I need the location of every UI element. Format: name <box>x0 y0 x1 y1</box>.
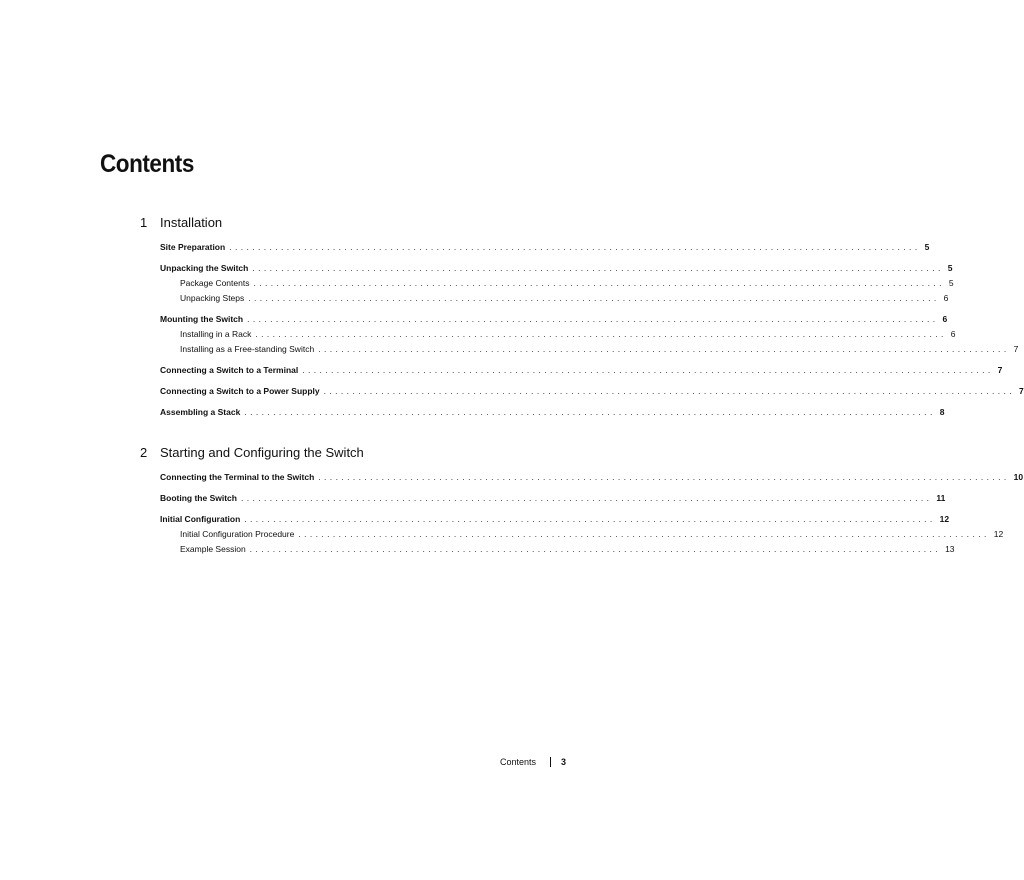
page-footer <box>500 757 566 767</box>
toc-entry[interactable] <box>140 470 1024 485</box>
chapter-title: Starting and Configuring the Switch <box>160 445 364 460</box>
entry-label: Installing as a Free-standing Switch <box>180 344 315 354</box>
dot-leader: ........................................................................................................................ <box>247 314 939 324</box>
chapter-number: 2 <box>140 445 148 460</box>
entry-page-number: 6 <box>943 293 949 303</box>
entry-label: Site Preparation <box>160 242 226 252</box>
toc-entry[interactable] <box>140 491 946 506</box>
entry-page-number: 11 <box>936 493 946 503</box>
entry-page-number: 5 <box>947 263 953 273</box>
entry-label: Connecting the Terminal to the Switch <box>160 472 315 482</box>
entry-page-number: 6 <box>950 329 956 339</box>
dot-leader: ........................................................................................................................ <box>252 263 944 273</box>
toc-subentry[interactable] <box>140 291 949 306</box>
footer-section: Contents <box>500 757 537 767</box>
toc-subentry[interactable] <box>140 527 1004 542</box>
toc-subentry[interactable] <box>140 276 954 291</box>
dot-leader: ........................................................................................................................ <box>244 407 936 417</box>
toc-entry[interactable] <box>140 512 950 527</box>
dot-leader: ........................................................................................................................ <box>318 472 1010 482</box>
entry-page-number: 12 <box>993 529 1004 539</box>
toc-entries <box>140 240 1024 420</box>
entry-label: Booting the Switch <box>160 493 237 503</box>
chapter-2 <box>140 444 1024 557</box>
entry-label: Package Contents <box>180 278 250 288</box>
entry-page-number: 5 <box>924 242 930 252</box>
entry-page-number: 7 <box>997 365 1003 375</box>
entry-label: Connecting a Switch to a Terminal <box>160 365 299 375</box>
entry-page-number: 6 <box>942 314 948 324</box>
chapter-number: 1 <box>140 215 148 230</box>
entry-label: Mounting the Switch <box>160 314 244 324</box>
dot-leader: ........................................................................................................................ <box>249 544 942 554</box>
dot-leader: ........................................................................................................................ <box>240 493 933 503</box>
entry-page-number: 12 <box>939 514 950 524</box>
entry-label: Unpacking Steps <box>180 293 245 303</box>
toc-entry[interactable] <box>140 384 1024 399</box>
dot-leader: ........................................................................................................................ <box>244 514 936 524</box>
footer-page-number: 3 <box>561 757 567 767</box>
entry-label: Assembling a Stack <box>160 407 241 417</box>
toc-entry[interactable] <box>140 240 930 255</box>
toc-entry[interactable] <box>140 405 945 420</box>
toc-entry[interactable] <box>140 312 948 327</box>
chapter-heading <box>140 214 490 232</box>
entry-label: Initial Configuration Procedure <box>180 529 295 539</box>
dot-leader: ........................................................................................................................ <box>298 529 990 539</box>
dot-leader: ........................................................................................................................ <box>323 386 1016 396</box>
entry-page-number: 7 <box>1019 386 1024 396</box>
page-title: Contents <box>100 150 194 178</box>
dot-leader: ........................................................................................................................ <box>229 242 921 252</box>
entry-label: Example Session <box>180 544 246 554</box>
footer-divider <box>550 757 551 767</box>
dot-leader: ........................................................................................................................ <box>318 344 1010 354</box>
entry-label: Installing in a Rack <box>180 329 252 339</box>
entry-label: Connecting a Switch to a Power Supply <box>160 386 320 396</box>
entry-page-number: 8 <box>939 407 945 417</box>
toc-entry[interactable] <box>140 261 953 276</box>
dot-leader: ........................................................................................................................ <box>302 365 994 375</box>
entry-page-number: 10 <box>1013 472 1024 482</box>
toc-entry[interactable] <box>140 363 1003 378</box>
dot-leader: ........................................................................................................................ <box>255 329 947 339</box>
entry-page-number: 7 <box>1013 344 1019 354</box>
dot-leader: ........................................................................................................................ <box>253 278 945 288</box>
entry-label: Unpacking the Switch <box>160 263 249 273</box>
toc-subentry[interactable] <box>140 327 956 342</box>
toc-subentry[interactable] <box>140 542 955 557</box>
toc-subentry[interactable] <box>140 342 1019 357</box>
toc-entries <box>140 470 1024 557</box>
chapter-heading <box>140 444 490 462</box>
entry-page-number: 13 <box>945 544 955 554</box>
dot-leader: ........................................................................................................................ <box>248 293 940 303</box>
chapter-1 <box>140 214 1024 420</box>
entry-page-number: 5 <box>948 278 954 288</box>
entry-label: Initial Configuration <box>160 514 241 524</box>
chapter-title: Installation <box>160 215 223 230</box>
